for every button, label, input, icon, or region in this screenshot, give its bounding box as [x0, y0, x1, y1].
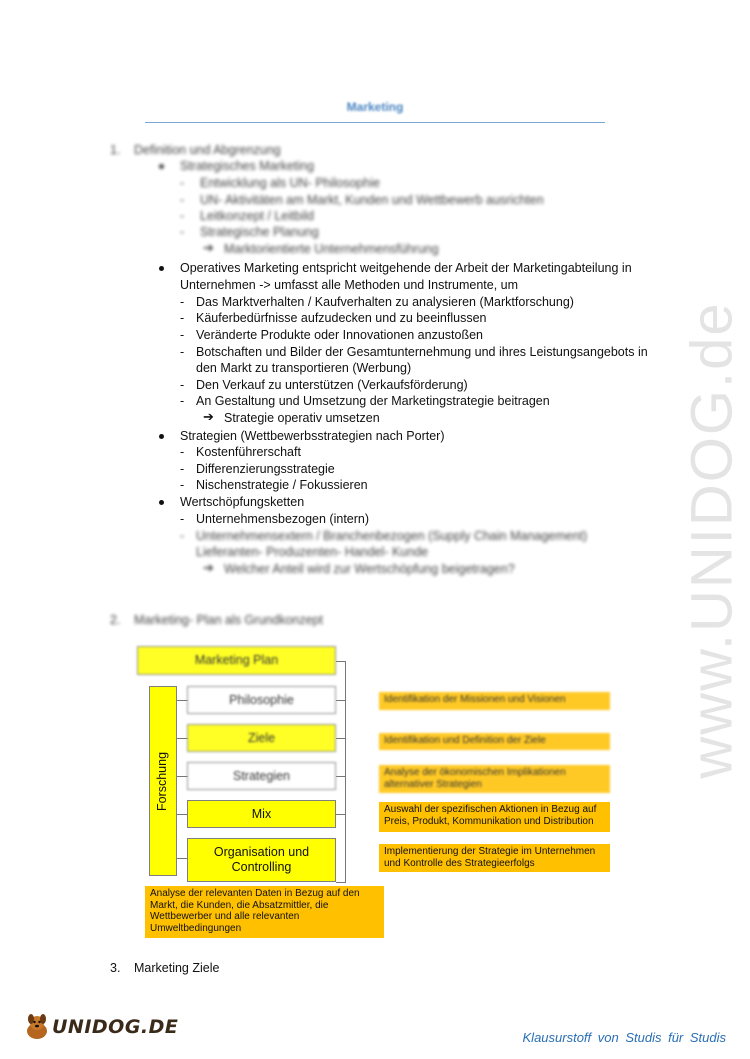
strategic-label: Strategisches Marketing — [180, 159, 315, 173]
step-goals-box — [187, 724, 336, 752]
dash: - — [180, 295, 185, 309]
note-research-line: Wettbewerber und alle relevanten — [150, 911, 300, 922]
step-philosophy-box — [187, 686, 336, 714]
section1-number: 1. — [110, 143, 121, 157]
operative-label-line2: Unternehmen -> umfasst alle Methoden und Instrumente, um — [180, 278, 519, 292]
dash: - — [180, 394, 185, 408]
note-goals — [379, 733, 610, 750]
dog-mascot-icon — [22, 1012, 52, 1042]
diagram-connector — [336, 661, 346, 662]
marketing-plan-box — [137, 646, 336, 675]
diagram-connector — [336, 738, 346, 739]
note-philosophy-text: Identifikation der Missionen und Visionen — [384, 694, 566, 705]
diagram-connector — [336, 882, 346, 883]
strategic-arrow-text: Marktorientierte Unternehmensführung — [224, 242, 439, 256]
strategic-item: UN- Aktivitäten am Markt, Kunden und Wettbewerb ausrichten — [200, 193, 544, 207]
arrow-icon: ➔ — [203, 409, 214, 424]
section3-number: 3. — [110, 961, 121, 975]
bullet — [159, 266, 164, 271]
strategies-label: Strategien (Wettbewerbsstrategien nach Porter) — [180, 429, 445, 443]
section2-number: 2. — [110, 613, 121, 627]
value-chain-item: Unternehmensbezogen (intern) — [196, 512, 370, 526]
research-side-box — [149, 686, 177, 876]
unidog-logo[interactable] — [22, 1012, 178, 1042]
watermark-text: www.UNIDOG.de — [679, 301, 745, 779]
diagram-connector — [345, 661, 346, 883]
note-organisation-line1: Implementierung der Strategie im Unternehmen — [384, 846, 596, 857]
section1-heading: Definition und Abgrenzung — [134, 143, 281, 157]
bullet — [159, 434, 164, 439]
note-philosophy — [379, 692, 610, 710]
section3-heading: Marketing Ziele — [134, 961, 220, 975]
note-research — [145, 886, 384, 938]
page-title: Marketing — [346, 100, 404, 114]
dash: - — [180, 462, 185, 476]
research-side-label: Forschung — [155, 751, 170, 811]
bullet — [159, 164, 164, 169]
dash: - — [180, 345, 185, 359]
dash: - — [180, 478, 185, 492]
strategic-item: Leitkonzept / Leitbild — [200, 209, 314, 223]
dash: - — [180, 209, 185, 223]
operative-arrow-text: Strategie operativ umsetzen — [224, 411, 380, 425]
step-mix-box — [187, 800, 336, 828]
strategic-item: Entwicklung als UN- Philosophie — [200, 176, 380, 190]
note-mix-line1: Auswahl der spezifischen Aktionen in Bezug auf — [384, 804, 597, 815]
note-research-line: Umweltbedingungen — [150, 922, 242, 934]
operative-item: Botschaften und Bilder der Gesamtunternehmung und ihres Leistungsangebots in — [196, 345, 648, 359]
note-strategies-text: Analyse der ökonomischen Implikationen alternativer Strategien — [384, 767, 566, 790]
title-divider — [145, 122, 605, 123]
operative-item: Den Verkauf zu unterstützen (Verkaufsförderung) — [196, 378, 468, 392]
step-organisation-line1: Organisation und — [213, 845, 310, 859]
diagram-connector — [336, 814, 346, 815]
operative-item: Das Marktverhalten / Kaufverhalten zu analysieren (Marktforschung) — [196, 295, 574, 309]
note-goals-text: Identifikation und Definition der Ziele — [384, 735, 546, 746]
arrow-icon: ➔ — [203, 240, 214, 255]
dash: - — [180, 445, 185, 459]
step-mix-label: Mix — [251, 806, 272, 821]
step-philosophy-label: Philosophie — [229, 692, 294, 707]
dash: - — [180, 176, 185, 190]
step-strategies-label: Strategien — [233, 768, 290, 783]
dash: - — [180, 328, 185, 342]
dash: - — [180, 512, 185, 526]
step-organisation-box — [187, 838, 336, 882]
strategies-item: Differenzierungsstrategie — [196, 462, 335, 476]
strategies-item: Nischenstrategie / Fokussieren — [196, 478, 368, 492]
note-strategies — [379, 765, 610, 793]
arrow-icon: ➔ — [203, 560, 214, 575]
dash: - — [180, 311, 185, 325]
diagram-connector — [336, 776, 346, 777]
note-research-line: Markt, die Kunden, die Absatzmittler, die — [150, 899, 329, 911]
step-strategies-box — [187, 762, 336, 790]
section2-heading: Marketing- Plan als Grundkonzept — [134, 613, 323, 627]
step-goals-label: Ziele — [247, 730, 276, 745]
note-mix-line2: Preis, Produkt, Kommunikation und Distribution — [384, 815, 594, 827]
operative-item-cont: den Markt zu transportieren (Werbung) — [196, 361, 412, 375]
operative-label-line1: Operatives Marketing entspricht weitgehende der Arbeit der Marketingabteilung in — [180, 261, 632, 275]
dash: - — [180, 378, 185, 392]
dash: - — [180, 225, 185, 239]
note-organisation — [379, 844, 610, 872]
strategies-item: Kostenführerschaft — [196, 445, 301, 459]
note-organisation-line2: und Kontrolle des Strategieerfolgs — [384, 857, 535, 869]
marketing-plan-label: Marketing Plan — [194, 653, 279, 667]
value-chain-arrow-text: Welcher Anteil wird zur Wertschöpfung beigetragen? — [224, 562, 515, 576]
bullet — [159, 500, 164, 505]
value-chain-label: Wertschöpfungsketten — [180, 495, 305, 509]
diagram-connector — [336, 700, 346, 701]
strategic-item: Strategische Planung — [200, 225, 319, 239]
note-research-line: Analyse der relevanten Daten in Bezug auf den — [150, 888, 360, 899]
step-organisation-line2: Controlling — [231, 860, 292, 874]
dash: - — [180, 529, 185, 543]
note-mix — [379, 802, 610, 832]
operative-item: An Gestaltung und Umsetzung der Marketingstrategie beitragen — [196, 394, 550, 408]
operative-item: Veränderte Produkte oder Innovationen anzustoßen — [196, 328, 484, 342]
value-chain-subline: Lieferanten- Produzenten- Handel- Kunde — [196, 545, 429, 559]
value-chain-item: Unternehmensextern / Branchenbezogen (Supply Chain Management) — [196, 529, 588, 543]
operative-item: Käuferbedürfnisse aufzudecken und zu beeinflussen — [196, 311, 487, 325]
dash: - — [180, 193, 185, 207]
logo-text: UNIDOG.DE — [52, 1016, 179, 1038]
footer-tagline: Klausurstoff von Studis für Studis — [522, 1030, 726, 1045]
